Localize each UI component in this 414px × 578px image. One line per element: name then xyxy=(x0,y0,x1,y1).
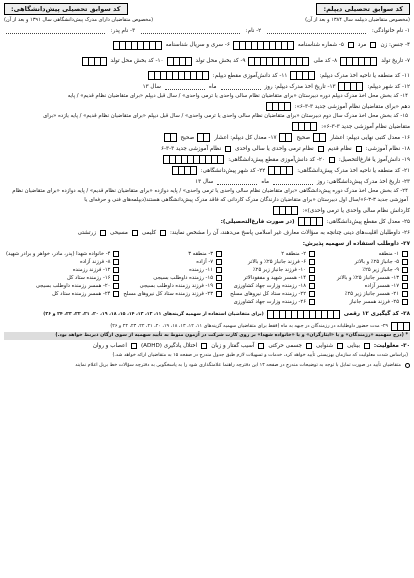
tracking-code-cells[interactable] xyxy=(268,310,340,319)
label-preuniversity-gpa: ۲۵- معدل کل مقطع پیش‌دانشگاهی: xyxy=(326,218,410,225)
q24-text-3: کاردانش نظام سالی واحدی یا ترمی واحدی)»: xyxy=(302,207,410,214)
row-disability xyxy=(4,340,410,351)
label-first-name: ۲- نام: xyxy=(245,28,262,34)
quota-item[interactable]: ۲۱- همسر جانباز زیر ۲۵٪ xyxy=(319,291,408,297)
preuniversity-gpa-note: (در صورت فارغ‌التحصیلی): xyxy=(220,218,295,225)
quota-item[interactable]: ۲۰- همسر رزمنده داوطلب بسیجی xyxy=(6,283,119,289)
quota-item[interactable]: ۱۰- فرزند جانباز زیر ۲۵٪ xyxy=(226,267,315,273)
label-gender-female: ۴- جنس: زن xyxy=(380,42,410,48)
label-preuniversity-year: سال ۱۳ xyxy=(195,178,214,185)
quota-item[interactable]: ۱۶- رزمنده ستاد کل xyxy=(6,275,119,281)
q15-cells[interactable] xyxy=(293,122,317,131)
q15-text-2: متقاضیان نظام آموزشی جدید ۳-۳-۶»: xyxy=(321,123,410,130)
female-checkbox[interactable] xyxy=(370,42,376,48)
label-final-gpa: ۱۶- معدل کتبی نهایی دیپلم: اعشار xyxy=(330,134,410,141)
disability-motor-label: جسمی حرکتی xyxy=(268,342,303,349)
q14-text: ۱۴- کد بخش محل اخذ مدرک دیپلم دوره دبیرستان «برای متقاضیان نظام سالی واحدی یا ترمی واحدی» / سال قبل دیپلم «برای متقاضیان نظام قدیم» / پایه xyxy=(67,93,408,99)
row-diploma-region xyxy=(4,70,410,81)
row-preuniversity-date xyxy=(4,176,410,187)
row-front-duration xyxy=(4,321,410,332)
row-education-system xyxy=(4,143,410,154)
label-national-id: ۸- کد ملی xyxy=(313,58,338,64)
preuniversity-month-field[interactable] xyxy=(217,179,257,185)
row-religious-minority xyxy=(4,227,410,238)
front-duration-cells[interactable] xyxy=(392,322,410,331)
label-diploma-student-code: ۱۱- کد دانش‌آموزی مقطع دیپلم: xyxy=(212,72,288,79)
tracking-code-note: (برای متقاضیان استفاده از سهمیه گزینه‌های ۱۱، ۱۲، ۱۳، ۱۴، ۱۵، ۱۸، ۱۹، ۲۰، ۲۱، ۲۲، ۲۳، ۲۴ و ۲۶) xyxy=(43,311,264,317)
first-name-field[interactable] xyxy=(141,28,240,34)
label-gender-male: مرد xyxy=(357,42,367,48)
q24-cells[interactable] xyxy=(274,206,298,215)
jewish-label: کلیمی xyxy=(141,229,157,236)
row-q14 xyxy=(4,101,410,112)
label-final-gpa-int: صحیح xyxy=(296,134,311,141)
quota-item[interactable]: ۲۲- رزمنده ستاد کل نیروهای مسلح xyxy=(226,291,315,297)
label-total-gpa-int: صحیح xyxy=(180,134,195,141)
row-q15 xyxy=(4,121,410,132)
label-preuniversity-student-code: ۲۰- کد دانش‌آموزی مقطع پیش‌دانشگاهی: xyxy=(228,156,325,163)
disability-mental-checkbox[interactable] xyxy=(131,343,137,349)
preuniversity-note: (مخصوص متقاضیان دارای مدرک پیش‌دانشگاهی سال ۱۳۹۱ و بعد از آن) xyxy=(4,16,154,23)
new-system-checkbox[interactable] xyxy=(225,146,231,152)
preuniversity-code-title: کد سوابق تحصیلی پیش‌دانشگاهی: xyxy=(4,3,128,15)
q24-text: ۲۴- کد بخش محل اخذ مدرک دوره پیش‌دانشگاهی «برای متقاضیان نظام سالی واحدی یا ترمی واحدی» / پایه دوازده «برای متقاضیان نظام قدیم» / پایه دوازده «برای متقاضیان نظام آموزشی جدید ۳-۳-۶»/سال اول دبیرستان «برای متقاضیان دارندگان مدرک کاردانی که فاقد مدرک پیش‌دانشگاهی هستند(دیپلمه‌های فنی و حرفه‌ای یا xyxy=(12,188,408,203)
label-birth-district-2: ۱۰- کد بخش محل تولد xyxy=(110,58,164,64)
quota-item[interactable]: ۱- منطقه xyxy=(319,251,408,257)
disability-visual-checkbox[interactable] xyxy=(364,343,370,349)
id-serial-cells[interactable] xyxy=(114,41,162,50)
quota-item[interactable]: ۱۳- همسر جانباز ۲۵٪ و بالاتر xyxy=(319,275,408,281)
quota-item[interactable]: ۹- جانباز زیر ۲۵٪ xyxy=(319,267,408,273)
label-tracking-code: ۲۸- کد گیگیری ۱۲ رقمی xyxy=(343,311,410,317)
label-front-duration: ۲۹- مدت حضور داوطلبانه در رزمندگان در جبهه به ماه (فقط برای متقاضیان سهمیه گزینه‌های ۱۱، ۱۲، ۱۳، ۱۸، ۱۹، ۲۰، ۲۱، ۲۲، ۲۳، ۲۴ و ۲۶) xyxy=(110,324,388,329)
diploma-month-field[interactable] xyxy=(165,84,205,90)
disability-speech-checkbox[interactable] xyxy=(258,343,264,349)
quota-item[interactable]: ۱۸- رزمنده وزارت جهاد کشاورزی xyxy=(226,283,315,289)
label-preuniversity-date: ۲۳- تاریخ اخذ مدرک پیش‌دانشگاهی: روز xyxy=(316,178,410,185)
diploma-code-title: کد سوابق تحصیلی دیپلم: xyxy=(316,3,410,15)
last-name-field[interactable] xyxy=(267,28,366,34)
quota-item[interactable]: ۲۴- همسر رزمنده ستاد کل xyxy=(6,291,119,297)
quota-item[interactable]: ۲۵- فرزند همسر جانباز xyxy=(319,299,408,305)
row-gpa xyxy=(4,132,410,143)
row-tracking-code xyxy=(4,307,410,321)
quota-item[interactable]: ۱۱- رزمنده xyxy=(123,267,222,273)
total-gpa-dec[interactable] xyxy=(198,133,210,142)
label-birth-date: ۷- تاریخ تولد xyxy=(381,58,410,64)
id-number-cells[interactable] xyxy=(234,41,294,50)
row-birth xyxy=(4,52,410,70)
label-braille: متقاضیان تأیید در صورت تمایل با توجه به توضیحات مندرج در صفحه ۱۴ این دفترچه راهنما علامتگذاری شود را به پاسخگویی به دفترچه سؤالات خط بریل اعلام نمایند xyxy=(75,363,401,368)
label-father-name: ۳- نام پدر: xyxy=(110,28,136,34)
quota-item[interactable]: ۱۹- فرزند رزمنده داوطلب بسیجی xyxy=(123,283,222,289)
label-education-system: ۱۸- نظام آموزشی: xyxy=(365,145,410,152)
label-disability: ۳۰- معلولیت: xyxy=(373,342,410,349)
male-checkbox[interactable] xyxy=(348,42,354,48)
label-preuniversity-region: ۲۱- کد منطقه یا ناحیه اخذ مدرک پیش‌دانشگاهی: xyxy=(297,167,410,174)
row-braille xyxy=(4,360,410,371)
zoroastrian-checkbox[interactable] xyxy=(100,230,106,236)
label-preuniversity-city: ۲۲- کد شهر پیش‌دانشگاهی: xyxy=(200,167,266,174)
quota-item[interactable]: ۱۵- رزمنده داوطلب بسیجی xyxy=(123,275,222,281)
row-names xyxy=(4,24,410,38)
quota-item[interactable]: ۷- آزاده xyxy=(123,259,222,265)
label-last-name: ۱- نام خانوادگی: xyxy=(371,28,410,34)
quota-item[interactable]: ۲- منطقه ۲ xyxy=(226,251,315,257)
disability-mental-label: اعصاب و روان xyxy=(92,342,127,349)
quota-item[interactable]: ۶- فرزند جانباز ۲۵٪ و بالاتر xyxy=(226,259,315,265)
zoroastrian-label: زرتشتی xyxy=(77,229,96,236)
label-student-status: ۱۹- دانش‌آموز یا فارغ‌التحصیل: xyxy=(338,156,410,163)
label-id-serial: ۶- سری و سریال شناسنامه xyxy=(165,42,230,48)
label-preuniversity-month: ماه xyxy=(261,178,269,185)
quota-item[interactable]: ۱۴- همسر شهید و مفقودالاثر xyxy=(226,275,315,281)
quota-item[interactable]: ۴- خانواده شهدا (پدر، مادر، خواهر و برادر شهید) xyxy=(6,251,119,257)
preuniversity-region-cells[interactable] xyxy=(269,166,293,175)
disability-learning-label: اختلال یادگیری (ADHD) xyxy=(140,342,198,349)
quota-item[interactable]: ۱۲- فرزند رزمنده xyxy=(6,267,119,273)
preuniversity-day-field[interactable] xyxy=(273,179,313,185)
row-student-status xyxy=(4,154,410,165)
old-system-label: نظام قدیم xyxy=(327,145,352,152)
form-header xyxy=(4,3,410,15)
disability-motor-checkbox[interactable] xyxy=(306,343,312,349)
label-birth-district: ۹- کد بخش محل تولد xyxy=(195,58,246,64)
row-quota-title xyxy=(4,238,410,249)
quota-notice: * (درج سهمیه «رزمندگان» و یا «ایثارگران» و یا «خانواده شهدا» بر روی کارت شرکت در آزمون منوط به تأیید سهمیه از سوی ارگان ذیربط خواهد بود.) xyxy=(4,332,410,340)
label-diploma-year: سال ۱۳ xyxy=(142,83,161,90)
jewish-checkbox[interactable] xyxy=(160,230,166,236)
christian-label: مسیحی xyxy=(109,229,128,236)
quota-item[interactable]: ۱۷- همسر آزاده xyxy=(319,283,408,289)
final-gpa-int[interactable] xyxy=(280,133,292,142)
diploma-student-code-cells[interactable] xyxy=(149,71,209,80)
braille-radio[interactable] xyxy=(405,363,410,368)
disability-hearing-checkbox[interactable] xyxy=(337,343,343,349)
preuniversity-student-code-cells[interactable] xyxy=(164,155,224,164)
label-quota: ۲۷- داوطلب استفاده از سهمیه پذیرش: xyxy=(302,240,410,247)
disability-visual-label: بینایی xyxy=(347,342,360,349)
disability-note: (براساس شدت معلولیت که سازمان بهزیستی تأیید خواهد کرد، خدمات و تسهیلات لازم طبق جدول مندرج در صفحه ۱۵ به متقاضیان ارائه خواهد شد.) xyxy=(112,353,408,358)
quota-item[interactable]: ۲۳- فرزند رزمنده ستاد کل نیروهای مسلح xyxy=(123,291,222,297)
quota-item[interactable]: ۸- فرزند آزاده xyxy=(6,259,119,265)
national-id-cells[interactable] xyxy=(249,57,309,66)
unit-system-checkbox[interactable] xyxy=(318,146,324,152)
quota-item[interactable]: ۳- منطقه ۳ xyxy=(123,251,222,257)
quota-item[interactable]: ۲۶- رزمنده وزارت جهاد کشاورزی xyxy=(226,299,315,305)
old-system-checkbox[interactable] xyxy=(356,146,362,152)
total-gpa-int[interactable] xyxy=(165,133,177,142)
final-gpa-dec[interactable] xyxy=(314,133,326,142)
unit-system-label: نظام ترمی واحدی یا سالی واحدی xyxy=(235,145,314,152)
q14-text-2: دهم «برای متقاضیان نظام آموزشی جدید ۳-۳-۶»: xyxy=(294,103,410,110)
disability-speech-label: آسیب گفتار و زبان xyxy=(211,342,255,349)
preuniversity-city-cells[interactable] xyxy=(173,166,197,175)
quota-item[interactable]: ۵- جانباز ۲۵٪ و بالاتر xyxy=(319,259,408,265)
diploma-city-cells[interactable] xyxy=(339,82,363,91)
father-name-field[interactable] xyxy=(6,28,105,34)
q14-cells[interactable] xyxy=(267,102,291,111)
new-system-label: نظام آموزشی جدید ۳-۳-۶ xyxy=(161,145,222,152)
birth-district-cells[interactable] xyxy=(168,57,192,66)
label-diploma-region: ۱۱- کد منطقه یا ناحیه اخذ مدرک دیپلم: xyxy=(319,72,410,79)
christian-checkbox[interactable] xyxy=(132,230,138,236)
q15-text: ۱۵- کد بخش محل اخذ مدرک سال دوم دبیرستان «برای متقاضیان نظام سالی واحدی یا ترمی واحدی» / سال قبل دیپلم «برای متقاضیان نظام قدیم» / پایه یازده «برای xyxy=(43,113,408,119)
row-diploma-city xyxy=(4,81,410,92)
label-total-gpa: ۱۷- معدل کل دیپلم: اعشار xyxy=(214,134,277,141)
label-diploma-month: ماه xyxy=(208,83,217,90)
row-preuniversity-gpa xyxy=(4,216,410,227)
diploma-day-field[interactable] xyxy=(221,84,261,90)
birth-district-2-cells[interactable] xyxy=(83,57,107,66)
label-id-number: ۵- شماره شناسنامه xyxy=(297,42,344,48)
label-diploma-date: ۱۳- تاریخ اخذ مدرک دیپلم: روز xyxy=(264,83,336,90)
label-diploma-city: ۱۲- کد شهر دیپلم: xyxy=(367,83,410,90)
row-gender xyxy=(4,38,410,52)
row-preuniversity-region xyxy=(4,165,410,176)
diploma-note: (مخصوص متقاضیان دیپلمه سال ۱۳۸۴ و بعد از آن) xyxy=(305,16,410,23)
quota-grid xyxy=(4,249,410,307)
preuniversity-gpa-cells[interactable] xyxy=(299,217,323,226)
disability-hearing-label: شنوایی xyxy=(316,342,334,349)
label-religious-minority: ۲۶- داوطلبان اقلیت‌های دینی چنانچه به سؤالات معارف غیر اسلامی پاسخ می‌دهند، آن را مشخص نمایند: xyxy=(170,229,410,236)
birth-date-cells[interactable] xyxy=(341,57,377,66)
diploma-region-cells[interactable] xyxy=(291,71,315,80)
student-status-checkbox[interactable] xyxy=(329,157,335,163)
disability-learning-checkbox[interactable] xyxy=(201,343,207,349)
row-q24 xyxy=(4,205,410,216)
